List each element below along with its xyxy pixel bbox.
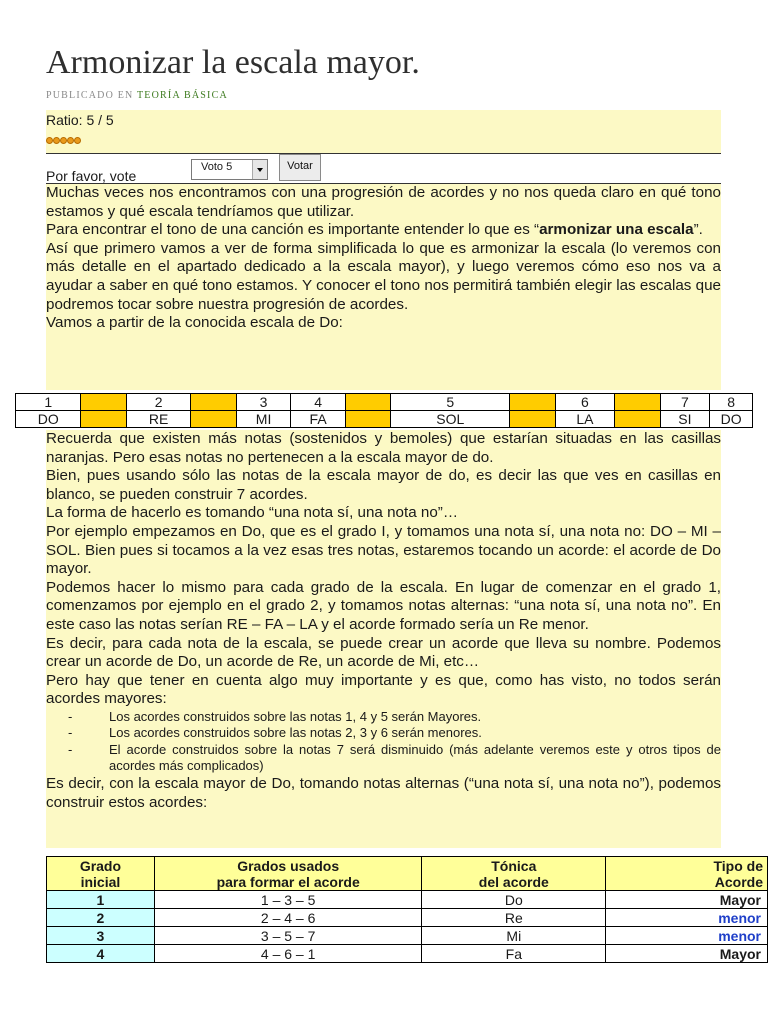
page-title: Armonizar la escala mayor. bbox=[46, 44, 420, 81]
paragraph: Así que primero vamos a ver de forma simplificada lo que es armonizar la escala (lo veremos con más detalle en el apartado dedicado a la escala mayor), y luego veremos cómo eso nos va a ayudar a saber en qué tono estamos. Y conocer el tono nos permitirá también elegir las escalas que podremos tocar sobre nuestra progresión de acordes. bbox=[46, 239, 721, 313]
meta-prefix: PUBLICADO EN bbox=[46, 90, 134, 101]
paragraph: La forma de hacerlo es tomando “una nota sí, una nota no”… bbox=[46, 504, 459, 522]
bold-term: armonizar una escala bbox=[539, 221, 694, 239]
grade-cell: 2 bbox=[47, 909, 155, 927]
divider bbox=[46, 153, 721, 154]
vote-button[interactable]: Votar bbox=[279, 154, 321, 181]
chord-table-body bbox=[47, 891, 768, 963]
tonic-cell: Re bbox=[422, 909, 606, 927]
rating-panel bbox=[46, 110, 721, 153]
degrees-cell: 3 – 5 – 7 bbox=[154, 927, 422, 945]
header-line: Grados usados bbox=[237, 857, 340, 874]
text: Para encontrar el tono de una canción es importante entender lo que es “ bbox=[46, 221, 540, 239]
list-item bbox=[46, 709, 721, 726]
table-row bbox=[47, 927, 768, 945]
header-line: del acorde bbox=[478, 873, 549, 890]
degree-cell: 8 bbox=[710, 394, 753, 411]
sharp-flat-cell bbox=[345, 411, 390, 428]
paragraph: Vamos a partir de la conocida escala de Do: bbox=[46, 314, 343, 332]
degree-row bbox=[16, 394, 753, 411]
degree-cell: 5 bbox=[391, 394, 510, 411]
paragraph: Podemos hacer lo mismo para cada grado de la escala. En lugar de comenzar en el grado 1, comenzamos por ejemplo en el grado 2, y tomamos notas alternas: “una nota sí, una nota no”. En este caso las notas serían RE – FA – LA y el acorde formado sería un Re menor. bbox=[46, 578, 721, 633]
chord-type-cell: menor bbox=[606, 927, 768, 945]
list-item bbox=[46, 725, 721, 742]
tonic-cell: Fa bbox=[422, 945, 606, 963]
note-cell: LA bbox=[555, 411, 614, 428]
paragraph: Es decir, con la escala mayor de Do, tomando notas alternas (“una nota sí, una nota no”), podemos construir estos acordes: bbox=[46, 774, 721, 811]
sharp-flat-cell bbox=[345, 394, 390, 411]
grade-cell: 3 bbox=[47, 927, 155, 945]
note-cell: DO bbox=[710, 411, 753, 428]
column-header bbox=[47, 857, 155, 891]
table-row bbox=[47, 909, 768, 927]
degree-cell: 7 bbox=[660, 394, 710, 411]
vote-select-value: Voto 5 bbox=[201, 161, 233, 173]
rating-stars bbox=[46, 137, 81, 144]
paragraph: Recuerda que existen más notas (sostenidos y bemoles) que estarían situadas en las casillas naranjas. Pero esas notas no pertenecen a la escala mayor de do. bbox=[46, 430, 721, 466]
star-icon[interactable] bbox=[53, 137, 60, 144]
bullet-marker: - bbox=[68, 725, 73, 741]
column-header bbox=[422, 857, 606, 891]
note-cell: FA bbox=[291, 411, 346, 428]
header-line: inicial bbox=[80, 873, 121, 890]
degree-cell: 3 bbox=[236, 394, 291, 411]
header-line: Tónica bbox=[491, 857, 537, 874]
table-row bbox=[47, 891, 768, 909]
note-cell: MI bbox=[236, 411, 291, 428]
column-header bbox=[606, 857, 768, 891]
header-line: Tipo de bbox=[713, 857, 763, 874]
table-header-row bbox=[47, 857, 768, 891]
sharp-flat-cell bbox=[191, 411, 236, 428]
sharp-flat-cell bbox=[510, 394, 555, 411]
chord-type-cell: Mayor bbox=[606, 891, 768, 909]
degrees-cell: 1 – 3 – 5 bbox=[154, 891, 422, 909]
degrees-cell: 4 – 6 – 1 bbox=[154, 945, 422, 963]
rating-label: Ratio: 5 / 5 bbox=[46, 112, 114, 128]
vote-label: Por favor, vote bbox=[46, 168, 137, 184]
degree-cell: 2 bbox=[126, 394, 190, 411]
note-cell: RE bbox=[126, 411, 190, 428]
table-row bbox=[47, 945, 768, 963]
chevron-down-icon[interactable] bbox=[252, 160, 267, 179]
chord-type-cell: menor bbox=[606, 909, 768, 927]
scale-table bbox=[15, 393, 753, 428]
tonic-cell: Mi bbox=[422, 927, 606, 945]
bullet-list bbox=[46, 709, 721, 775]
chord-table bbox=[46, 856, 768, 963]
category-link[interactable]: TEORÍA BÁSICA bbox=[137, 90, 228, 101]
sharp-flat-cell bbox=[81, 394, 126, 411]
tonic-cell: Do bbox=[422, 891, 606, 909]
sharp-flat-cell bbox=[615, 411, 660, 428]
paragraph: Muchas veces nos encontramos con una progresión de acordes y no nos queda claro en qué tono estamos y qué escala tendríamos que utilizar. bbox=[46, 184, 721, 220]
list-item bbox=[46, 742, 721, 775]
header-line: Acorde bbox=[714, 873, 763, 890]
vote-select[interactable] bbox=[191, 159, 268, 180]
header-line: Grado bbox=[79, 857, 122, 874]
intro-text bbox=[46, 184, 721, 333]
star-icon[interactable] bbox=[67, 137, 74, 144]
header-line: para formar el acorde bbox=[216, 873, 360, 890]
list-item-text: El acorde construidos sobre la notas 7 será disminuido (más adelante veremos este y otros tipos de acordes más complicados) bbox=[109, 741, 721, 774]
sharp-flat-cell bbox=[615, 394, 660, 411]
note-cell: SOL bbox=[391, 411, 510, 428]
sharp-flat-cell bbox=[510, 411, 555, 428]
star-icon[interactable] bbox=[46, 137, 53, 144]
degrees-cell: 2 – 4 – 6 bbox=[154, 909, 422, 927]
paragraph: Bien, pues usando sólo las notas de la escala mayor de do, es decir las que ves en casillas en blanco, se pueden construir 7 acordes. bbox=[46, 467, 721, 503]
paragraph: Pero hay que tener en cuenta algo muy importante y es que, como has visto, no todos serán acordes mayores: bbox=[46, 671, 721, 708]
list-item-text: Los acordes construidos sobre las notas 2, 3 y 6 serán menores. bbox=[109, 725, 482, 741]
chord-type-cell: Mayor bbox=[606, 945, 768, 963]
paragraph: Por ejemplo empezamos en Do, que es el grado I, y tomamos una nota sí, una nota no: DO – MI – SOL. Bien pues si tocamos a la vez esas tres notas, estaremos tocando un acorde: el acorde de Do mayor. bbox=[46, 522, 721, 578]
degree-cell: 6 bbox=[555, 394, 614, 411]
post-meta bbox=[46, 90, 228, 101]
note-cell: SI bbox=[660, 411, 710, 428]
text: ”. bbox=[693, 221, 703, 239]
paragraph: Es decir, para cada nota de la escala, se puede crear un acorde que lleva su nombre. Podemos crear un acorde de Do, un acorde de Re, un acorde de Mi, etc… bbox=[46, 634, 721, 671]
grade-cell: 1 bbox=[47, 891, 155, 909]
note-row bbox=[16, 411, 753, 428]
star-icon[interactable] bbox=[60, 137, 67, 144]
column-header bbox=[154, 857, 422, 891]
sharp-flat-cell bbox=[81, 411, 126, 428]
degree-cell: 1 bbox=[16, 394, 81, 411]
bullet-marker: - bbox=[68, 708, 73, 724]
bullet-marker: - bbox=[68, 741, 73, 757]
body-text bbox=[46, 430, 721, 812]
note-cell: DO bbox=[16, 411, 81, 428]
list-item-text: Los acordes construidos sobre las notas 1, 4 y 5 serán Mayores. bbox=[109, 708, 482, 724]
star-icon[interactable] bbox=[74, 137, 81, 144]
paragraph bbox=[46, 221, 721, 240]
degree-cell: 4 bbox=[291, 394, 346, 411]
sharp-flat-cell bbox=[191, 394, 236, 411]
grade-cell: 4 bbox=[47, 945, 155, 963]
